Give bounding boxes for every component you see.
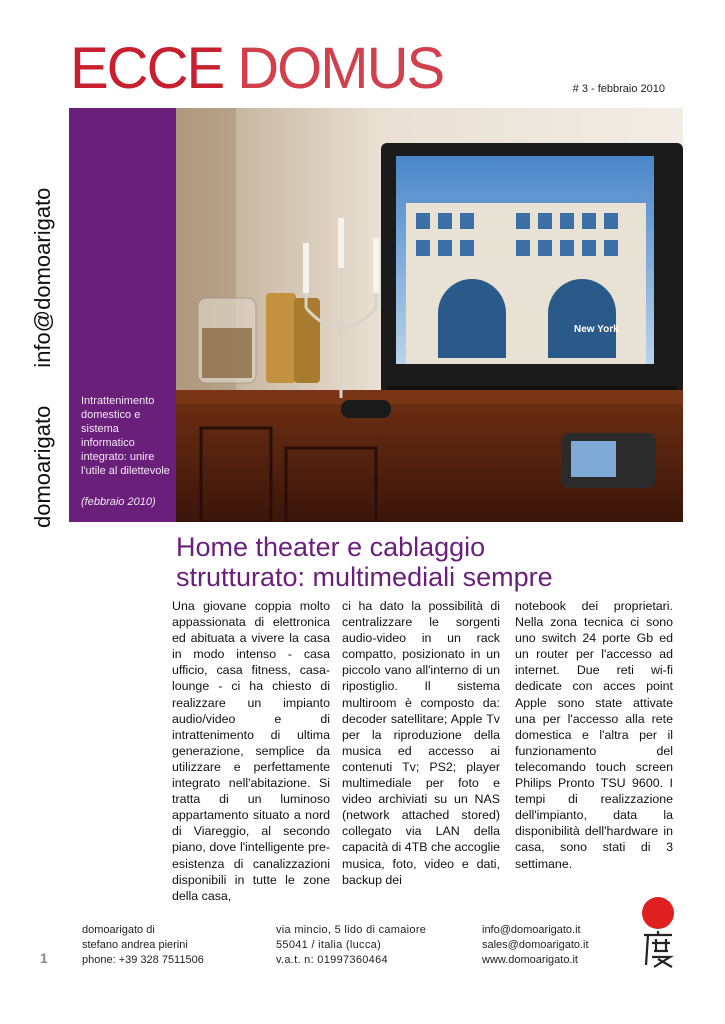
article-column-2 — [342, 598, 500, 888]
footer-line: v.a.t. n: 01997360464 — [276, 954, 388, 966]
brand-logo-icon — [638, 895, 678, 969]
masthead-ecce: ECCE — [70, 36, 224, 101]
sidebar-description: Intrattenimento domestico e sistema informatico integrato: unire l'utile al dilettevole — [81, 395, 170, 477]
logo-glyph — [644, 931, 672, 967]
logo-sun — [642, 897, 674, 929]
masthead-domus: DOMUS — [237, 36, 444, 101]
vertical-name: domoarigato — [30, 405, 55, 528]
footer-line: stefano andrea pierini — [82, 939, 188, 951]
sidebar-panel — [69, 108, 176, 522]
issue-label: # 3 - febbraio 2010 — [572, 83, 665, 95]
cabinet-top — [176, 390, 683, 404]
article-title — [176, 532, 676, 592]
article-text: Una giovane coppia molto appassionata di elettronica ed abituata a vivere la casa in modo intenso - casa ufficio, casa fitness, casa-lounge - ci ha chiesto di realizzare un impianto audio/video e di intrattenimento di ultima generazione, semplice da utilizzare e perfettamente integrato nell'abitazione. Si tratta di un luminoso appartamento situato a nord di Viareggio, al secondo piano, dove l'intelligente pre-esistenza di canalizzazioni disponibili in tutte le zone della casa, — [172, 599, 330, 903]
corks — [202, 328, 252, 378]
footer-company — [82, 923, 204, 968]
footer-contacts — [482, 923, 589, 968]
gold-vase — [266, 293, 296, 383]
footer-address — [276, 923, 426, 968]
article-column-1 — [172, 598, 330, 904]
footer-line: domoarigato di — [82, 924, 155, 936]
gamepad — [341, 400, 391, 418]
tv-arch-left — [438, 279, 506, 358]
masthead — [70, 36, 444, 101]
touch-remote-screen — [571, 441, 616, 477]
tv-caption: New York — [574, 324, 619, 335]
candle — [338, 218, 344, 268]
sidebar-date: (febbraio 2010) — [81, 496, 156, 508]
candle — [303, 243, 309, 293]
article-text: notebook dei proprietari. Nella zona tecnica ci sono uno switch 24 porte Gb ed un router per l'accesso ad internet. Due reti wi-fi dedicate con acces point Apple sono state attivate una per l'accesso alla rete domestica e l'altra per il funzionamento del telecomando touch screen Philips Pronto TSU 9600. I tempi di realizzazione dell'impianto, data la disponibilità dell'hardware in casa, sono stati di 3 settimane. — [515, 599, 673, 871]
footer-website[interactable]: www.domoarigato.it — [482, 954, 578, 966]
footer-line: 55041 / italia (lucca) — [276, 939, 382, 951]
footer-phone: phone: +39 328 7511506 — [82, 954, 204, 966]
vertical-email: info@domoarigato — [30, 187, 55, 368]
article-column-3 — [515, 598, 673, 872]
hero-photo — [176, 108, 683, 522]
article-title-line1: Home theater e cablaggio — [176, 532, 486, 562]
footer-email[interactable]: sales@domoarigato.it — [482, 939, 589, 951]
footer-line: via mincio, 5 lido di camaiore — [276, 924, 427, 936]
article-text: ci ha dato la possibilità di centralizzare le sorgenti audio-video in un rack compatto, posizionato in un piccolo vano all'interno di un ripostiglio. Il sistema multiroom è composto da: decoder satellitare; Apple Tv per la riproduzione della musica ed accesso ai contenuti Tv; PS2; player multimediale per foto e video archiviati su un NAS (network attached stored) collegato via LAN della capacità di 4TB che accoglie musica, foto, video e dati, backup dei — [342, 599, 500, 887]
footer-email[interactable]: info@domoarigato.it — [482, 924, 581, 936]
page-number: 1 — [40, 950, 48, 966]
vertical-side-text — [25, 108, 61, 528]
article-title-line2: strutturato: multimediali sempre — [176, 562, 553, 592]
tv-arch-right — [548, 279, 616, 358]
candle — [373, 238, 379, 293]
